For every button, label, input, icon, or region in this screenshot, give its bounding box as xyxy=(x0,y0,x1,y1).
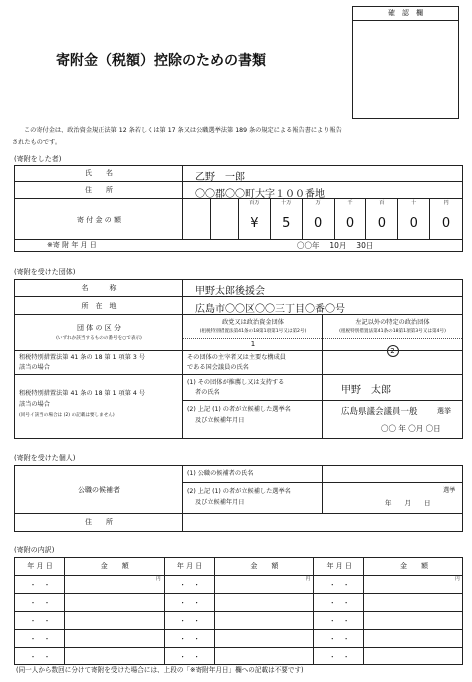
individual-q2b: 及び立候補年月日 xyxy=(195,499,245,506)
amount-unit-label: 十万 xyxy=(281,200,292,206)
donor-date-value[interactable]: 〇〇年 10月 30日 xyxy=(297,241,374,250)
contents-date-cell[interactable]: ・ ・ xyxy=(29,635,51,643)
art4-label: 租税特別措置法第 41 条の 18 第 1 項第 4 号 xyxy=(19,390,145,397)
contents-amount-cell[interactable] xyxy=(364,630,462,648)
amount-digit[interactable]: 5 xyxy=(282,216,291,231)
contents-group xyxy=(313,557,463,665)
class-option-2-note: (租税特別措置法第41条の18第1項第3号又は第4号) xyxy=(339,329,446,334)
contents-amount-cell[interactable] xyxy=(65,612,163,630)
individual-q1: (1) 公職の候補者の氏名 xyxy=(187,470,254,477)
recipient-location-label: 所 在 地 xyxy=(81,302,117,310)
confirm-box xyxy=(352,6,459,119)
donor-amount-label: 寄 付 金 の 額 xyxy=(77,216,121,224)
class-option-2-title: 左記以外の特定の政治団体 xyxy=(355,319,430,326)
recipient-class-label: 団 体 の 区 分 xyxy=(77,324,121,332)
art4-question-1: (1) その団体が推薦し又は支持する xyxy=(187,379,285,386)
footnote: (同一人から数回に分けて寄附を受けた場合には、上段の「※寄附年月日」欄への記載は不要です) xyxy=(16,666,304,674)
class-option-1-title: 政党又は政治資金団体 xyxy=(222,319,284,326)
intro-line-1: この寄付金は、政治資金規正法第 12 条若しくは第 17 条又は公職選挙法第 189 条の規定による報告書により報告 xyxy=(24,127,342,134)
yen-label: 円 xyxy=(455,577,460,582)
amount-unit-label: 万 xyxy=(315,200,321,206)
amount-digit-cell xyxy=(271,199,303,240)
election-date-value[interactable]: 〇〇 年 〇月 〇日 xyxy=(381,424,441,433)
contents-date-cell[interactable]: ・ ・ xyxy=(328,581,350,589)
contents-section-label: (寄附の内訳) xyxy=(14,546,55,554)
candidate-name-value[interactable]: 甲野 太郎 xyxy=(341,385,391,396)
contents-date-cell[interactable]: ・ ・ xyxy=(29,617,51,625)
contents-date-cell[interactable]: ・ ・ xyxy=(179,599,201,607)
art4-note: (同号イ該当の場合は (2) の記載は要しません) xyxy=(19,413,115,418)
amount-digit-cell xyxy=(366,199,398,240)
amount-digit[interactable]: ¥ xyxy=(250,216,259,231)
amount-digit[interactable]: 0 xyxy=(313,216,323,231)
contents-date-cell[interactable]: ・ ・ xyxy=(328,653,350,661)
contents-group xyxy=(164,557,315,665)
contents-amount-cell[interactable] xyxy=(65,594,163,612)
class-option-2-selected[interactable] xyxy=(323,338,462,357)
individual-table xyxy=(14,465,463,532)
contents-date-cell[interactable]: ・ ・ xyxy=(179,635,201,643)
contents-date-cell[interactable]: ・ ・ xyxy=(328,635,350,643)
contents-date-cell[interactable]: ・ ・ xyxy=(29,599,51,607)
individual-address-label: 住 所 xyxy=(85,518,113,526)
amount-digit-cell xyxy=(398,199,430,240)
contents-date-cell[interactable]: ・ ・ xyxy=(29,653,51,661)
contents-amount-cell[interactable] xyxy=(215,630,313,648)
contents-date-cell[interactable]: ・ ・ xyxy=(179,617,201,625)
art4-label-2: 該当の場合 xyxy=(19,401,50,408)
contents-amount-cell[interactable] xyxy=(364,576,462,594)
amount-unit-label: 円 xyxy=(443,200,449,206)
art3-description-2: である国会議員の氏名 xyxy=(187,364,249,371)
donor-section-label: (寄附をした者) xyxy=(14,155,62,163)
contents-header-date: 年 月 日 xyxy=(27,562,53,570)
class-option-1-number[interactable]: 1 xyxy=(250,340,256,348)
amount-unit-label: 百 xyxy=(379,200,385,206)
contents-amount-cell[interactable] xyxy=(65,576,163,594)
page-title: 寄附金（税額）控除のための書類 xyxy=(56,53,266,69)
yen-label: 円 xyxy=(155,577,161,582)
donor-table xyxy=(14,165,463,252)
amount-unit-label: 千 xyxy=(347,200,353,206)
contents-group xyxy=(14,557,165,665)
amount-unit-label: 十 xyxy=(411,200,417,206)
election-name-value[interactable]: 広島県議会議員一般 xyxy=(341,407,418,417)
contents-date-cell[interactable]: ・ ・ xyxy=(179,653,201,661)
amount-digit-cell xyxy=(239,199,271,240)
amount-digit[interactable]: 0 xyxy=(441,216,451,231)
individual-q2: (2) 上記 (1) の者が立候補した選挙名 xyxy=(187,488,291,495)
individual-election-suffix: 選挙 xyxy=(443,487,456,494)
amount-digit-cell xyxy=(335,199,367,240)
contents-date-cell[interactable]: ・ ・ xyxy=(328,617,350,625)
donor-name-value[interactable]: 乙野 一郎 xyxy=(195,172,245,183)
recipient-class-note: (いずれか該当するものの番号を○で表示) xyxy=(56,336,142,341)
amount-unit-label: 百万 xyxy=(249,200,260,206)
donor-address-value[interactable]: 〇〇郡〇〇町大字１００番地 xyxy=(195,189,325,200)
amount-digit[interactable]: 0 xyxy=(409,216,418,231)
contents-amount-cell[interactable] xyxy=(215,648,313,666)
contents-header-amount: 金 額 xyxy=(250,562,279,570)
donor-address-label: 住 所 xyxy=(85,186,113,194)
amount-digit-cell xyxy=(303,199,335,240)
contents-header-amount: 金 額 xyxy=(100,562,129,570)
class-option-2-number: 2 xyxy=(387,345,399,357)
art3-label: 租税特別措置法第 41 条の 18 第 1 項第 3 号 xyxy=(19,354,145,361)
individual-section-label: (寄附を受けた個人) xyxy=(14,454,76,462)
art4-question-1b: 者の氏名 xyxy=(195,389,220,396)
class-option-1-note: (租税特別措置法第41条の18第1項第1号又は第2号) xyxy=(199,329,307,334)
recipient-name-value[interactable]: 甲野太郎後援会 xyxy=(195,286,265,297)
recipient-name-label: 名 称 xyxy=(81,284,117,292)
amount-digit-cell xyxy=(430,199,462,240)
contents-amount-cell[interactable] xyxy=(364,648,462,666)
amount-grid xyxy=(183,199,462,240)
contents-date-cell[interactable]: ・ ・ xyxy=(328,599,350,607)
contents-header-date: 年 月 日 xyxy=(326,562,352,570)
art4-question-2b: 及び立候補年月日 xyxy=(195,417,245,424)
contents-amount-cell[interactable] xyxy=(215,612,313,630)
contents-amount-cell[interactable] xyxy=(65,648,163,666)
contents-amount-cell[interactable] xyxy=(364,594,462,612)
contents-amount-cell[interactable] xyxy=(215,594,313,612)
art3-description: その団体の主宰者又は主要な構成員 xyxy=(187,354,286,361)
contents-header-amount: 金 額 xyxy=(399,562,428,570)
contents-amount-cell[interactable] xyxy=(215,576,313,594)
contents-table-area xyxy=(14,557,463,665)
recipient-location-value[interactable]: 広島市〇〇区〇〇三丁目〇番〇号 xyxy=(195,304,345,315)
amount-digit[interactable]: 0 xyxy=(377,216,386,231)
confirm-box-label: 確 認 欄 xyxy=(353,7,458,21)
contents-amount-cell[interactable] xyxy=(65,630,163,648)
donor-date-label: ※寄 附 年 月 日 xyxy=(47,241,97,249)
contents-date-cell[interactable]: ・ ・ xyxy=(179,581,201,589)
contents-header-date: 年 月 日 xyxy=(176,562,203,570)
recipient-section-label: (寄附を受けた団体) xyxy=(14,268,76,276)
individual-date-template[interactable]: 年 月 日 xyxy=(385,499,431,507)
election-suffix: 選挙 xyxy=(437,407,451,415)
recipient-table xyxy=(14,279,463,439)
donor-name-label: 氏 名 xyxy=(85,169,113,177)
intro-line-2: されたものです。 xyxy=(12,139,62,146)
yen-label: 円 xyxy=(305,577,311,582)
contents-date-cell[interactable]: ・ ・ xyxy=(29,581,51,589)
amount-digit[interactable]: 0 xyxy=(345,216,355,231)
art4-question-2: (2) 上記 (1) の者が立候補した選挙名 xyxy=(187,406,291,413)
art3-label-2: 該当の場合 xyxy=(19,364,50,371)
contents-amount-cell[interactable] xyxy=(364,612,462,630)
individual-candidate-label: 公職の候補者 xyxy=(78,486,120,494)
